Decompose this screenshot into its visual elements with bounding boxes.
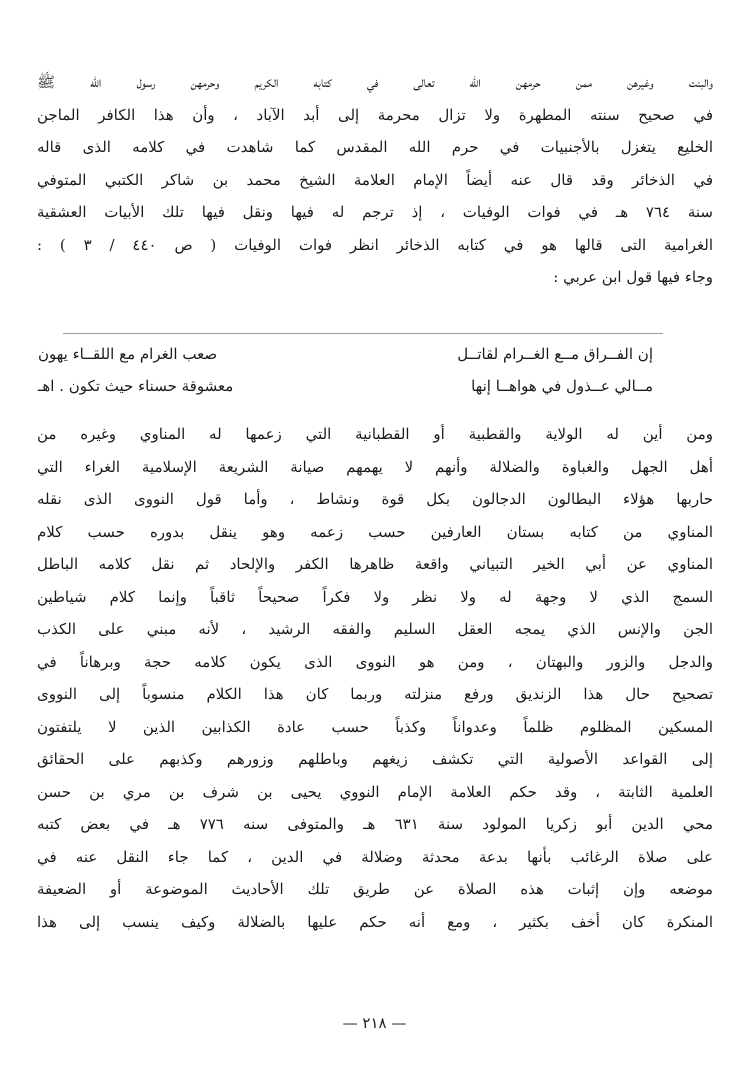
text-line: محي الدين أبو زكريا المولود سنة ٦٣١ هـ والمتوفى سنه ٧٧٦ هـ في بعض كتبه xyxy=(37,815,714,833)
poem-verse xyxy=(38,338,653,370)
poem-verse xyxy=(38,370,653,402)
text-line: المناوي من كتابه بستان العارفين حسب زعمه وهو ينقل بدوره حسب كلام xyxy=(37,522,713,541)
text-line: الجن والإنس الذي يمجه العقل السليم والفقه الرشيد ، لأنه مبني على الكذب xyxy=(37,620,713,638)
text-line: المناوي عن أبي الخير التبياني واقعة ظاهرها الكفر والإلحاد ثم نقل كلامه الباطل xyxy=(37,555,713,573)
text-line: تصحيح حال هذا الزنديق ورفع منزلته وربما كان هذا الكلام منسوباً إلى النووى xyxy=(37,685,713,703)
text-line: على صلاة الرغائب بأنها بدعة محدثة وضلالة في الدين ، كما جاء النقل عنه في xyxy=(37,847,713,866)
text-line: السمج الذي لا وجهة له ولا نظر ولا فكراً صحيحاً ثاقباً وإنما كلام شياطين xyxy=(37,587,713,606)
poem-second-hemistich: معشوقة حسناء حيث تكون . اهـ xyxy=(38,377,234,395)
text-line: في صحيح سنته المطهرة ولا تزال محرمة إلى أبد الآباد ، وأن هذا الكافر الماجن xyxy=(37,105,713,124)
text-line: المنكرة كان أخف بكثير ، ومع أنه حكم عليها بالضلالة وكيف ينسب إلى هذا xyxy=(37,912,713,931)
text-line: والبنت وغيرهن ممن حرمهن الله تعالى في كتابه الكريم وحرمهن رسول الله ﷺ xyxy=(37,73,713,91)
poem-first-hemistich: إن الفــراق مــع الغــرام لقاتــل xyxy=(457,345,653,363)
text-line: وجاء فيها قول ابن عربي : xyxy=(553,268,713,286)
text-line: العلمية الثابتة ، وقد حكم العلامة الإمام النووي يحيى بن شرف بن مري بن حسن xyxy=(37,782,713,801)
text-line: الخليع يتغزل بالأجنبيات في حرم الله المقدس كما شاهدت في كلامه الذى قاله xyxy=(37,138,713,156)
poem xyxy=(38,338,653,402)
paragraph-2 xyxy=(37,418,713,938)
paragraph-1 xyxy=(37,66,713,294)
page-number: — ٢١٨ — xyxy=(342,1014,407,1032)
text-line: إلى القواعد الأصولية التي تكشف زيغهم وباطلهم وزورهم وكذبهم على الحقائق xyxy=(37,750,713,768)
text-line: والدجل والزور والبهتان ، ومن هو النووى الذى يكون كلامه حجة وبرهاناً في xyxy=(37,652,713,671)
text-line: سنة ٧٦٤ هـ في فوات الوفيات ، إذ ترجم له فيها ونقل فيها تلك الأبيات العشقية xyxy=(37,203,713,221)
text-line: المسكين المظلوم ظلماً وعدواناً وكذباً حسب عادة الكذابين الذين لا يلتفتون xyxy=(37,717,713,736)
text-line: في الذخائر وقد قال عنه أيضاً الإمام العلامة الشيخ محمد بن شاكر الكتبي المتوفي xyxy=(37,170,714,189)
text-line: أهل الجهل والغباوة والضلالة وأنهم لا يهمهم صيانة الشريعة الإسلامية الغراء التي xyxy=(37,457,713,476)
text-line: موضعه وإن إثبات هذه الصلاة عن طريق تلك الأحاديث الموضوعة أو الضعيفة xyxy=(37,880,713,898)
text-line: ومن أين له الولاية والقطبية أو القطبانية التي زعمها له المناوي وغيره من xyxy=(37,425,713,443)
poem-first-hemistich: مــالي عــذول في هواهــا إنها xyxy=(471,377,653,395)
text-line: حاربها هؤلاء البطالون الدجالون بكل قوة ونشاط ، وأما قول النووى الذى نقله xyxy=(37,490,713,508)
poem-second-hemistich: صعب الغرام مع اللقــاء يهون xyxy=(38,345,218,363)
text-line: الغرامية التى قالها هو في كتابه الذخائر انظر فوات الوفيات ( ص ٤٤٠ / ٣ ) : xyxy=(37,235,713,254)
separator-line xyxy=(63,333,663,334)
